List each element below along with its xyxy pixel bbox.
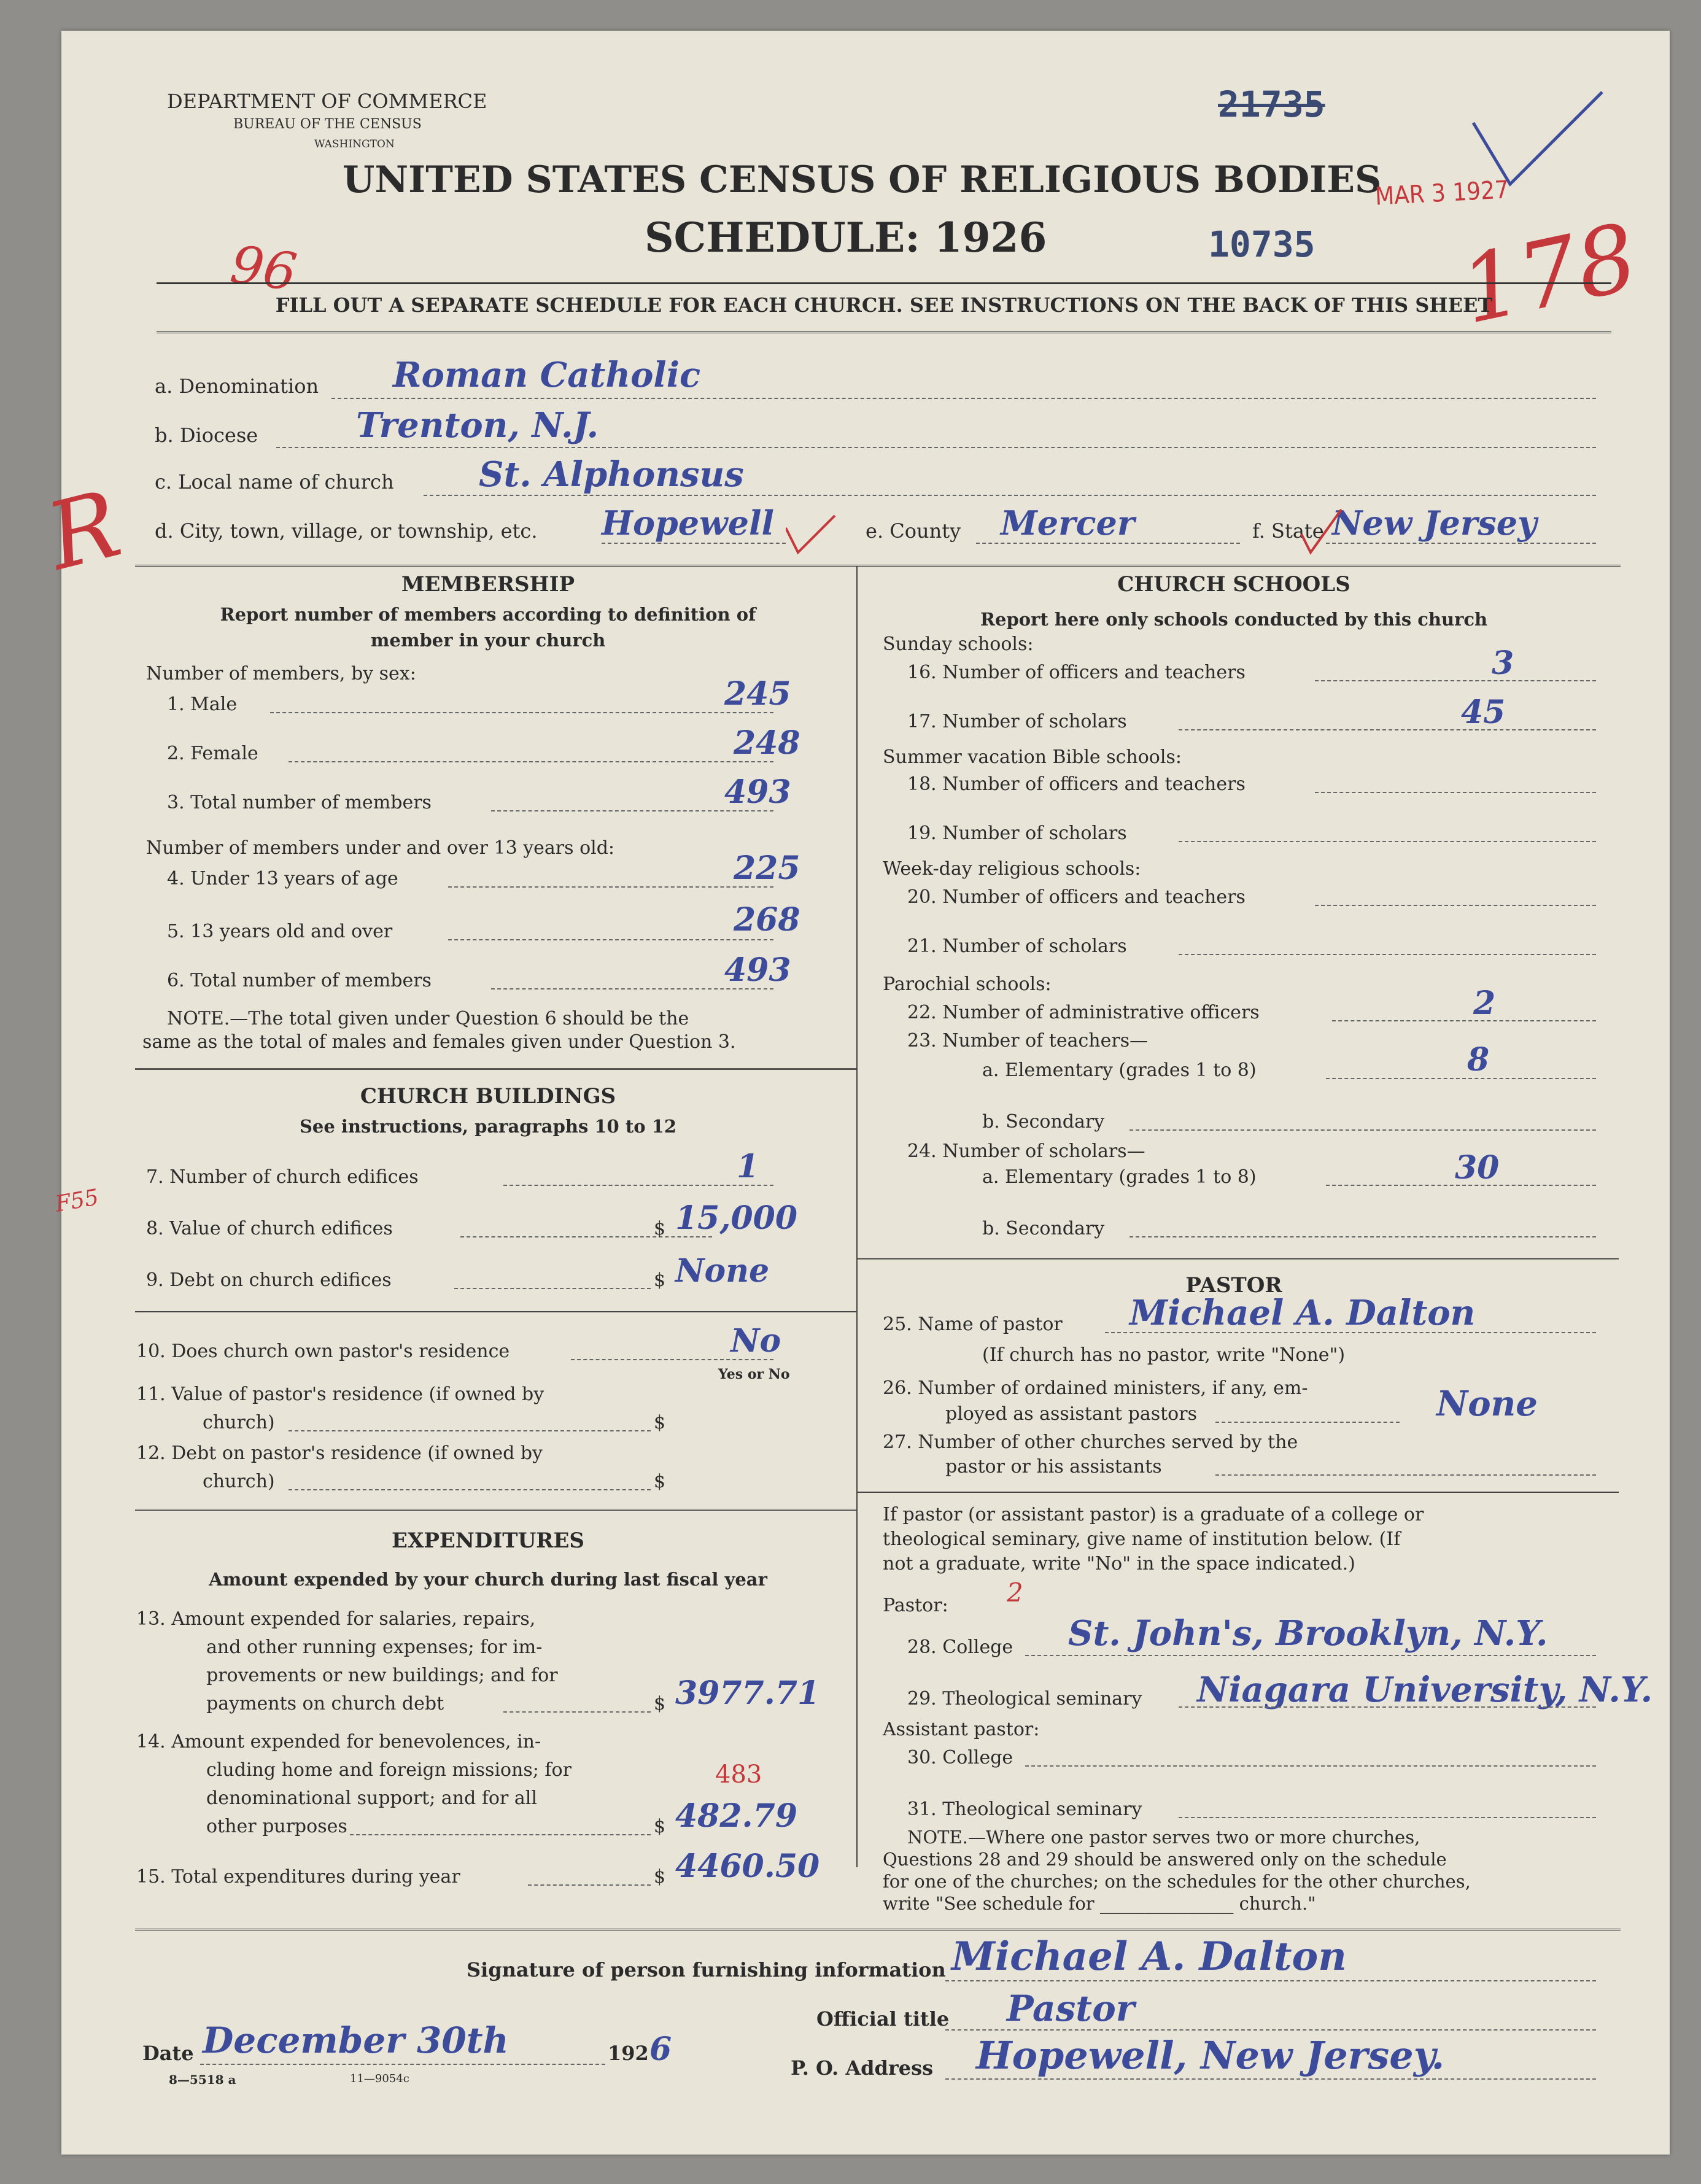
q30-label: 30. College (907, 1747, 1013, 1768)
q16-leader (1315, 680, 1596, 681)
q1-leader (270, 712, 773, 713)
red-check-marks-icon (786, 503, 1400, 559)
q14-line-1: 14. Amount expended for benevolences, in- (136, 1731, 541, 1752)
q18-label: 18. Number of officers and teachers (907, 773, 1246, 795)
membership-heading: MEMBERSHIP (401, 572, 575, 597)
year-prefix: 192 (608, 2042, 649, 2065)
assistant-pastor-label: Assistant pastor: (883, 1719, 1040, 1740)
header-rule-bottom (157, 331, 1611, 333)
header-rule-top (157, 282, 1611, 284)
q9-leader (454, 1288, 651, 1289)
q27-leader (1215, 1474, 1596, 1476)
q3-value[interactable]: 493 (724, 773, 791, 811)
q25-line (1105, 1332, 1596, 1333)
q31-label: 31. Theological seminary (907, 1799, 1142, 1820)
q29-value[interactable]: Niagara University, N.Y. (1197, 1670, 1653, 1710)
bureau-name: BUREAU OF THE CENSUS (233, 117, 422, 132)
margin-code: F55 (53, 1185, 101, 1217)
q28-label: 28. College (907, 1636, 1013, 1658)
q12-dollar: $ (654, 1471, 666, 1492)
parochial-schools-label: Parochial schools: (883, 974, 1052, 995)
q20-leader (1315, 905, 1596, 906)
q11-label-2: church) (203, 1412, 275, 1433)
q23a-label: a. Elementary (grades 1 to 8) (982, 1059, 1257, 1081)
check-mark-icon (1467, 86, 1608, 190)
graduate-note-3: not a graduate, write "No" in the space indicated.) (883, 1553, 1355, 1574)
weekday-schools-label: Week-day religious schools: (883, 858, 1141, 880)
q3-label: 3. Total number of members (167, 792, 432, 813)
signature-line (945, 1980, 1596, 1981)
q16-value[interactable]: 3 (1492, 645, 1514, 682)
q25-value[interactable]: Michael A. Dalton (1129, 1293, 1476, 1333)
city-line (602, 543, 786, 544)
signature-value[interactable]: Michael A. Dalton (951, 1934, 1347, 1980)
q24a-label: a. Elementary (grades 1 to 8) (982, 1166, 1257, 1188)
pastor-heading: PASTOR (1185, 1273, 1282, 1298)
sunday-schools-label: Sunday schools: (883, 633, 1034, 655)
q7-value[interactable]: 1 (737, 1148, 759, 1185)
q21-leader (1179, 954, 1596, 955)
county-value[interactable]: Mercer (1001, 503, 1135, 543)
form-title: UNITED STATES CENSUS OF RELIGIOUS BODIES (343, 158, 1382, 201)
county-label: e. County (866, 519, 961, 543)
state-label: f. State (1252, 519, 1324, 543)
q14-value[interactable]: 482.79 (675, 1797, 798, 1835)
q13-line-2: and other running expenses; for im- (206, 1636, 543, 1658)
denomination-label: a. Denomination (155, 374, 319, 398)
q21-label: 21. Number of scholars (907, 935, 1127, 957)
year-digit[interactable]: 6 (649, 2031, 672, 2068)
q12-leader (289, 1489, 651, 1490)
q8-value[interactable]: 15,000 (675, 1199, 798, 1237)
schools-sub: Report here only schools conducted by this church (980, 609, 1488, 630)
q9-dollar: $ (654, 1269, 666, 1291)
q2-value[interactable]: 248 (734, 724, 800, 762)
date-value[interactable]: December 30th (203, 2019, 509, 2061)
denomination-value[interactable]: Roman Catholic (393, 355, 701, 395)
q8-label: 8. Value of church edifices (146, 1218, 393, 1239)
q6-value[interactable]: 493 (724, 951, 791, 989)
q15-dollar: $ (654, 1866, 666, 1888)
state-value[interactable]: New Jersey (1332, 503, 1537, 543)
stamp-number: 10735 (1208, 223, 1315, 265)
official-title-label: Official title (816, 2007, 950, 2031)
schedule-title: SCHEDULE: 1926 (645, 214, 1047, 261)
q11-leader (289, 1430, 651, 1431)
pastor-rule (858, 1258, 1619, 1260)
q1-label: 1. Male (167, 694, 238, 715)
q22-leader (1332, 1020, 1596, 1021)
q10-value[interactable]: No (730, 1322, 781, 1360)
q24a-value[interactable]: 30 (1455, 1149, 1500, 1187)
q29-label: 29. Theological seminary (907, 1688, 1142, 1710)
bureau-city: WASHINGTON (314, 138, 395, 150)
print-number: 11—9054c (350, 2072, 409, 2085)
q13-leader (503, 1711, 651, 1713)
pastor-red-mark: 2 (1007, 1578, 1023, 1608)
q24-label: 24. Number of scholars— (907, 1140, 1145, 1162)
po-address-line (945, 2078, 1596, 2080)
margin-number-left: 96 (227, 234, 301, 303)
pastor-note-1: NOTE.—Where one pastor serves two or more churches, (907, 1827, 1420, 1848)
local-name-line (424, 495, 1596, 496)
q18-leader (1315, 792, 1596, 793)
q6-label: 6. Total number of members (167, 970, 432, 991)
q14-line-4: other purposes (206, 1816, 347, 1837)
q1-value[interactable]: 245 (724, 675, 791, 713)
q25-note: (If church has no pastor, write "None") (982, 1344, 1346, 1366)
buildings-sub: See instructions, paragraphs 10 to 12 (299, 1116, 677, 1137)
q31-line (1179, 1817, 1596, 1818)
membership-sub1: Report number of members according to definition of (220, 604, 756, 625)
q14-leader (350, 1834, 651, 1835)
q25-label: 25. Name of pastor (883, 1314, 1063, 1335)
q12-label-2: church) (203, 1471, 275, 1492)
q10-rule (135, 1311, 856, 1312)
q19-label: 19. Number of scholars (907, 823, 1127, 844)
denomination-line (331, 398, 1596, 399)
diocese-label: b. Diocese (155, 424, 258, 447)
column-divider (856, 566, 858, 1867)
date-label: Date (142, 2042, 194, 2065)
city-label: d. City, town, village, or township, etc. (155, 519, 538, 543)
q17-leader (1179, 729, 1596, 730)
q20-label: 20. Number of officers and teachers (907, 886, 1246, 908)
margin-number-right: 178 (1452, 204, 1646, 345)
po-address-label: P. O. Address (791, 2056, 934, 2080)
pastor-sublabel: Pastor: (883, 1595, 948, 1616)
q7-label: 7. Number of church edifices (146, 1166, 419, 1188)
section-rule (135, 565, 1621, 567)
q8-dollar: $ (654, 1218, 666, 1239)
membership-note-2: same as the total of males and females given under Question 3. (142, 1031, 736, 1053)
q14-dollar: $ (654, 1816, 666, 1837)
q8-leader (460, 1236, 712, 1237)
stamp-number-struck: 21735 (1218, 83, 1325, 125)
q27-line-2: pastor or his assistants (945, 1456, 1162, 1477)
q27-line-1: 27. Number of other churches served by the (883, 1431, 1298, 1453)
membership-note-1: NOTE.—The total given under Question 6 should be the (167, 1008, 689, 1029)
q19-leader (1179, 841, 1596, 842)
q22-label: 22. Number of administrative officers (907, 1002, 1260, 1023)
q5-value[interactable]: 268 (734, 901, 800, 939)
q4-label: 4. Under 13 years of age (167, 868, 398, 889)
q26-value[interactable]: None (1436, 1384, 1538, 1424)
q2-label: 2. Female (167, 743, 258, 764)
q26-line-2: ployed as assistant pastors (945, 1403, 1197, 1425)
q13-value[interactable]: 3977.71 (675, 1675, 820, 1712)
local-name-label: c. Local name of church (155, 470, 394, 494)
census-schedule-sheet (37, 31, 1670, 2155)
schools-heading: CHURCH SCHOOLS (1117, 572, 1350, 597)
q26-line-1: 26. Number of ordained ministers, if any, em- (883, 1377, 1308, 1399)
q14-red-correction: 483 (715, 1760, 762, 1789)
q28-value[interactable]: St. John's, Brooklyn, N.Y. (1068, 1613, 1548, 1654)
footer-rule (135, 1929, 1621, 1930)
q15-label: 15. Total expenditures during year (136, 1866, 460, 1888)
q14-line-2: cluding home and foreign missions; for (206, 1759, 572, 1781)
q24b-label: b. Secondary (982, 1218, 1105, 1239)
q7-leader (503, 1185, 773, 1186)
q17-label: 17. Number of scholars (907, 711, 1127, 732)
date-line (200, 2064, 605, 2065)
q23b-label: b. Secondary (982, 1111, 1105, 1133)
graduate-note-2: theological seminary, give name of institution below. (If (883, 1528, 1401, 1550)
q13-dollar: $ (654, 1693, 666, 1714)
q4-value[interactable]: 225 (734, 850, 800, 887)
pastor-note-3: for one of the churches; on the schedules for the other churches, (883, 1871, 1471, 1892)
instructions-banner: FILL OUT A SEPARATE SCHEDULE FOR EACH CHURCH. SEE INSTRUCTIONS ON THE BACK OF THIS SHEET (275, 293, 1493, 317)
q16-label: 16. Number of officers and teachers (907, 662, 1246, 683)
margin-red-letter: R (37, 470, 131, 592)
graduate-rule (858, 1492, 1619, 1493)
q15-value[interactable]: 4460.50 (675, 1848, 820, 1885)
q4-leader (448, 886, 773, 888)
q30-line (1025, 1765, 1596, 1767)
summer-schools-label: Summer vacation Bible schools: (883, 746, 1182, 768)
q9-value[interactable]: None (675, 1252, 770, 1290)
members-by-age-label: Number of members under and over 13 years old: (146, 837, 615, 859)
yes-no-hint: Yes or No (718, 1366, 790, 1382)
q9-label: 9. Debt on church edifices (146, 1269, 392, 1291)
q23-label: 23. Number of teachers— (907, 1030, 1149, 1051)
local-name-value[interactable]: St. Alphonsus (479, 454, 744, 495)
q14-line-3: denominational support; and for all (206, 1787, 537, 1809)
form-number: 8—5518 a (169, 2072, 236, 2087)
expenditures-rule (135, 1509, 856, 1511)
pastor-note-4: write "See schedule for _______________ church." (883, 1893, 1316, 1914)
pastor-note-2: Questions 28 and 29 should be answered only on the schedule (883, 1849, 1447, 1870)
q28-line (1025, 1655, 1596, 1656)
official-title-line (945, 2029, 1596, 2031)
buildings-heading: CHURCH BUILDINGS (360, 1084, 616, 1109)
q2-leader (289, 761, 773, 762)
q29-line (1179, 1706, 1596, 1708)
q11-dollar: $ (654, 1412, 666, 1433)
signature-label: Signature of person furnishing information (467, 1958, 946, 1981)
q24b-leader (1129, 1236, 1596, 1237)
expenditures-sub: Amount expended by your church during last fiscal year (209, 1569, 767, 1590)
q5-leader (448, 939, 773, 940)
q13-line-3: provements or new buildings; and for (206, 1665, 558, 1686)
q5-label: 5. 13 years old and over (167, 921, 393, 942)
graduate-note-1: If pastor (or assistant pastor) is a graduate of a college or (883, 1504, 1424, 1525)
q23a-value[interactable]: 8 (1467, 1041, 1490, 1078)
membership-sub2: member in your church (370, 630, 606, 651)
received-date-stamp: MAR 3 1927 (1374, 176, 1510, 211)
q12-label-1: 12. Debt on pastor's residence (if owned by (136, 1442, 543, 1464)
members-by-sex-label: Number of members, by sex: (146, 663, 416, 684)
buildings-rule (135, 1068, 856, 1070)
q13-line-4: payments on church debt (206, 1693, 444, 1714)
official-title-value[interactable]: Pastor (1007, 1988, 1135, 2029)
expenditures-heading: EXPENDITURES (392, 1528, 584, 1553)
q17-value[interactable]: 45 (1461, 694, 1506, 731)
diocese-line (276, 447, 1596, 448)
q10-label: 10. Does church own pastor's residence (136, 1341, 510, 1362)
q23a-leader (1326, 1078, 1596, 1079)
q11-label-1: 11. Value of pastor's residence (if owned by (136, 1384, 544, 1405)
q13-line-1: 13. Amount expended for salaries, repairs, (136, 1608, 536, 1630)
department-name: DEPARTMENT OF COMMERCE (167, 90, 487, 113)
q15-leader (528, 1884, 651, 1886)
q23b-leader (1129, 1129, 1596, 1131)
q22-value[interactable]: 2 (1473, 985, 1496, 1022)
diocese-value[interactable]: Trenton, N.J. (356, 405, 599, 446)
po-address-value[interactable]: Hopewell, New Jersey. (976, 2033, 1445, 2078)
city-value[interactable]: Hopewell (602, 503, 775, 543)
q26-leader (1215, 1422, 1400, 1423)
